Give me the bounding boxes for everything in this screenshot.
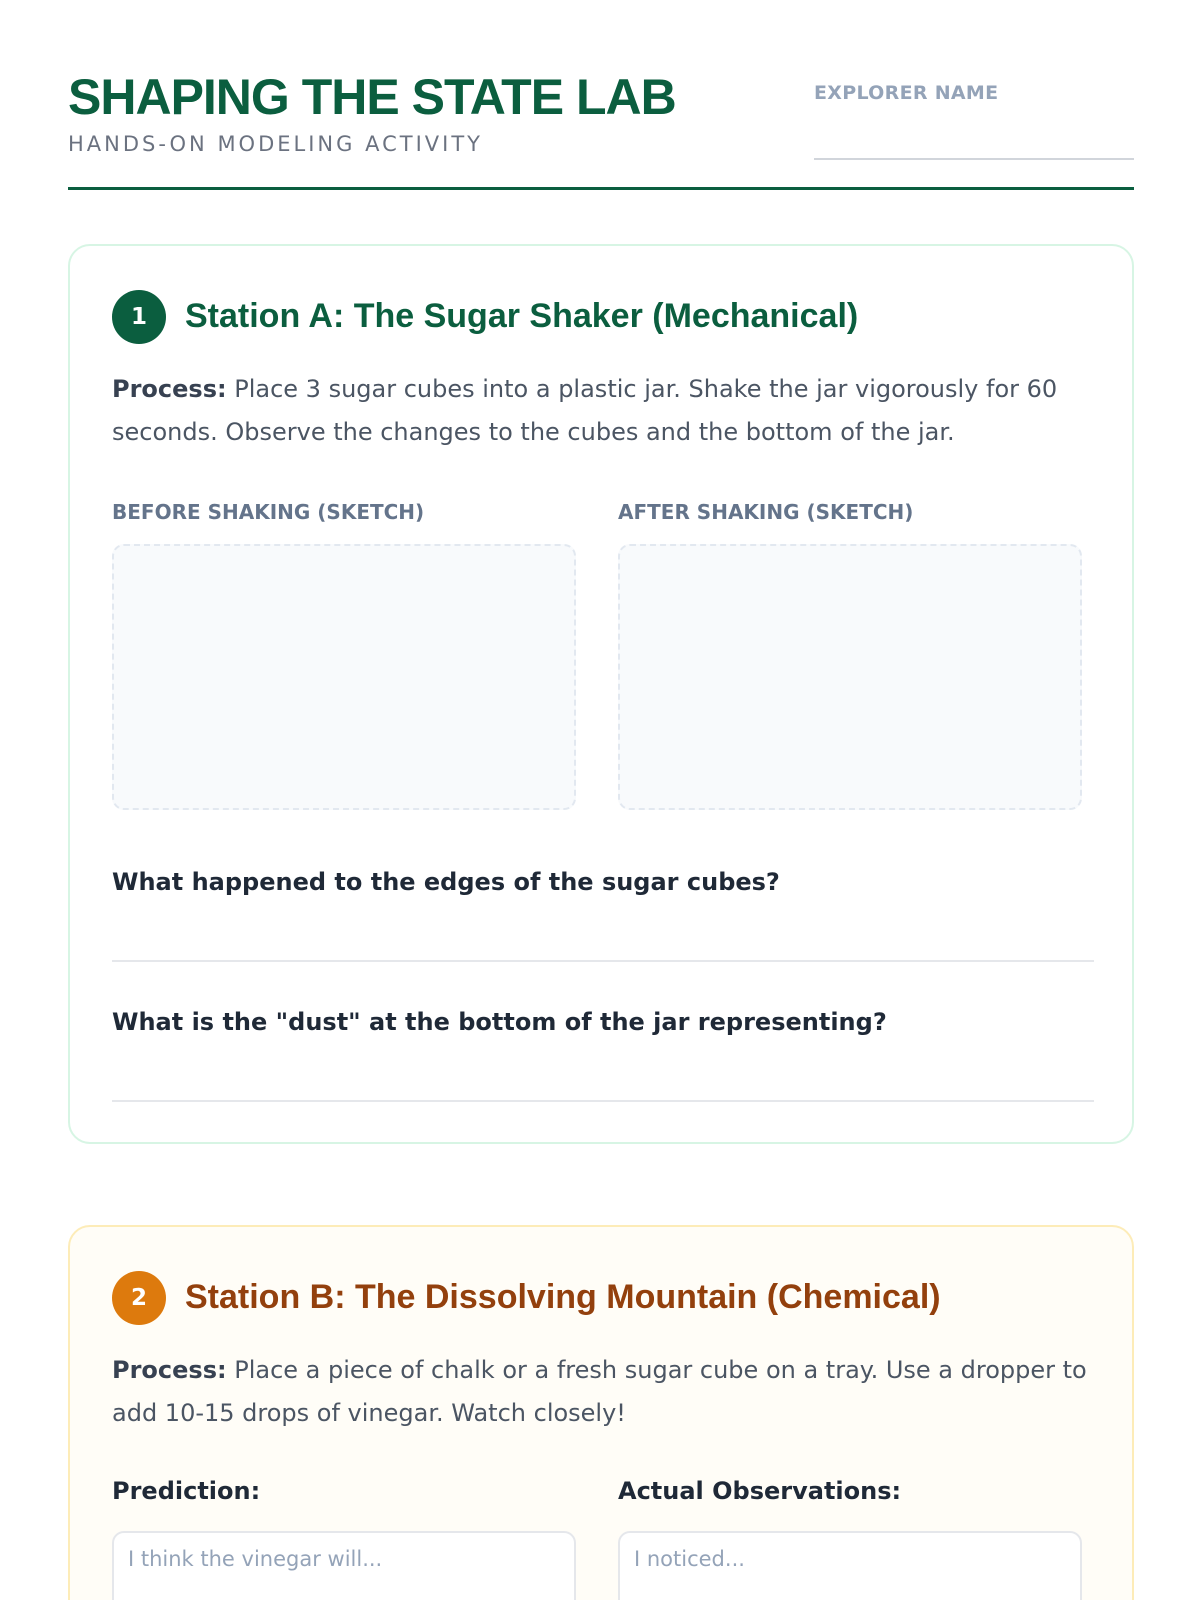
worksheet-header — [68, 60, 1134, 190]
answer-line-dust[interactable] — [112, 1100, 1094, 1102]
station-b-process — [112, 1349, 1092, 1435]
after-sketch-box[interactable] — [618, 544, 1082, 810]
station-b-card — [68, 1225, 1134, 1600]
observations-input[interactable] — [618, 1531, 1082, 1600]
station-b-title: Station B: The Dissolving Mountain (Chemical) — [185, 1278, 941, 1316]
station-a-card — [68, 244, 1134, 1144]
station-a-process-label: Process: — [112, 375, 227, 403]
answer-line-sugar-edges[interactable] — [112, 960, 1094, 962]
before-sketch-label: BEFORE SHAKING (SKETCH) — [112, 500, 425, 524]
station-b-process-text: Place a piece of chalk or a fresh sugar cube on a tray. Use a dropper to add 10-15 drops of vinegar. Watch closely! — [112, 1356, 1087, 1427]
explorer-name-field[interactable] — [814, 158, 1134, 160]
station-b-process-label: Process: — [112, 1356, 227, 1384]
station-b-number-badge: 2 — [112, 1271, 166, 1325]
observations-label: Actual Observations: — [618, 1477, 902, 1505]
question-sugar-edges: What happened to the edges of the sugar cubes? — [112, 868, 780, 896]
question-dust: What is the "dust" at the bottom of the jar representing? — [112, 1008, 887, 1036]
after-sketch-label: AFTER SHAKING (SKETCH) — [618, 500, 914, 524]
prediction-label: Prediction: — [112, 1477, 261, 1505]
station-a-number-badge: 1 — [112, 290, 166, 344]
explorer-name-label: EXPLORER NAME — [814, 82, 999, 104]
station-a-process — [112, 368, 1092, 454]
station-a-process-text: Place 3 sugar cubes into a plastic jar. Shake the jar vigorously for 60 seconds. Observe the changes to the cubes and the bottom of the jar. — [112, 375, 1058, 446]
page-subtitle: HANDS-ON MODELING ACTIVITY — [68, 132, 483, 156]
page-title: SHAPING THE STATE LAB — [68, 69, 676, 125]
prediction-input[interactable] — [112, 1531, 576, 1600]
before-sketch-box[interactable] — [112, 544, 576, 810]
station-a-title: Station A: The Sugar Shaker (Mechanical) — [185, 297, 859, 335]
